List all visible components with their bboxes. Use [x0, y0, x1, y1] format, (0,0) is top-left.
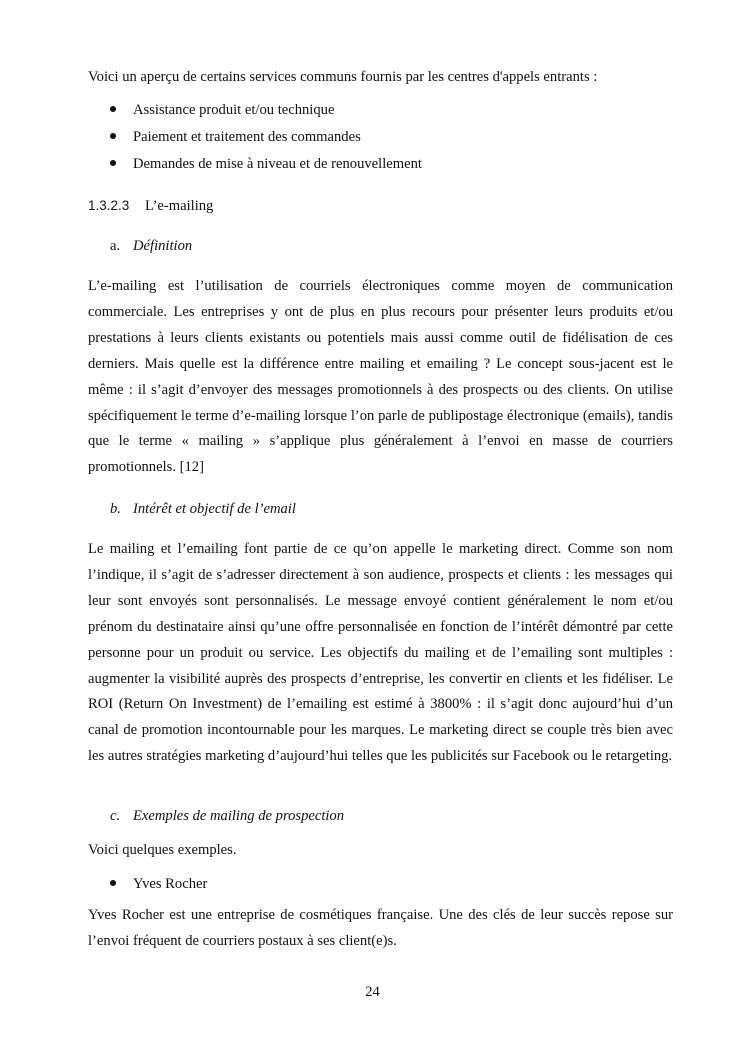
subsection-a-title: Définition — [133, 238, 193, 254]
subsection-c-heading — [110, 807, 344, 825]
example-label: Yves Rocher — [133, 876, 208, 892]
list-item — [88, 101, 422, 128]
subsection-a-heading — [110, 237, 192, 255]
yves-rocher-paragraph: Yves Rocher est une entreprise de cosmétiques française. Une des clés de leur succès repose sur l’envoi fréquent de courriers postaux à ses client(e)s. — [88, 907, 673, 949]
section-heading — [88, 197, 213, 215]
subsection-a-letter: a. — [110, 238, 121, 254]
interest-paragraph: Le mailing et l’emailing font partie de ce qu’on appelle le marketing direct. Comme son nom l’indique, il s’agit de s’adresser directement à son audience, prospects et clients : les messages qui leur sont envoyés sont personnalisés. Le message envoyé contient généralement le nom et/ou prénom du destinataire ainsi qu’une offre personnalisée en fonction de l’intérêt démontré par cette personne pour un produit ou service. Les objectifs du mailing et de l’emailing sont multiples : augmenter la visibilité auprès des prospects d’entreprise, les convertir en clients et les fidéliser. Le ROI (Return On Investment) de l’emailing est estimé à 3800% : il s’agit donc aujourd’hui d’un canal de promotion incontournable pour les marques. Le marketing direct se couple très bien avec les autres stratégies marketing d’aujourd’hui telles que les publicités sur Facebook ou le retargeting. — [88, 541, 673, 765]
section-number: 1.3.2.3 — [88, 198, 130, 213]
service-label: Paiement et traitement des commandes — [133, 129, 361, 145]
bullet-icon — [110, 880, 116, 886]
intro-text: Voici un aperçu de certains services communs fournis par les centres d'appels entrants : — [88, 69, 598, 85]
examples-list — [88, 875, 207, 902]
bullet-icon — [110, 133, 116, 139]
bullet-icon — [110, 106, 116, 112]
definition-paragraph: L’e-mailing est l’utilisation de courriels électroniques comme moyen de communication commerciale. Les entreprises y ont de plus en plus recours pour présenter leurs produits et/ou prestations à leurs clients existants ou potentiels mais aussi comme outil de fidélisation de ces derniers. Mais quelle est la différence entre mailing et emailing ? Le concept sous-jacent est le même : il s’agit d’envoyer des messages promotionnels à des prospects ou des clients. On utilise spécifiquement le terme d’e-mailing lorsque l’on parle de publipostage électronique (emails), tandis que le terme « mailing » s’applique plus généralement à l’envoi en masse de courriers promotionnels. [12] — [88, 278, 673, 476]
services-list — [88, 101, 422, 182]
section-title: L’e-mailing — [145, 198, 214, 214]
bullet-icon — [110, 160, 116, 166]
subsection-c-title: Exemples de mailing de prospection — [133, 808, 345, 824]
list-item — [88, 875, 207, 902]
list-item — [88, 155, 422, 182]
examples-intro: Voici quelques exemples. — [88, 842, 237, 858]
service-label: Assistance produit et/ou technique — [133, 102, 335, 118]
subsection-b-heading — [110, 500, 296, 518]
subsection-b-letter: b. — [110, 501, 121, 517]
subsection-c-letter: c. — [110, 808, 121, 824]
page-number: 24 — [365, 984, 380, 1000]
subsection-b-title: Intérêt et objectif de l’email — [133, 501, 296, 517]
service-label: Demandes de mise à niveau et de renouvellement — [133, 156, 422, 172]
list-item — [88, 128, 422, 155]
